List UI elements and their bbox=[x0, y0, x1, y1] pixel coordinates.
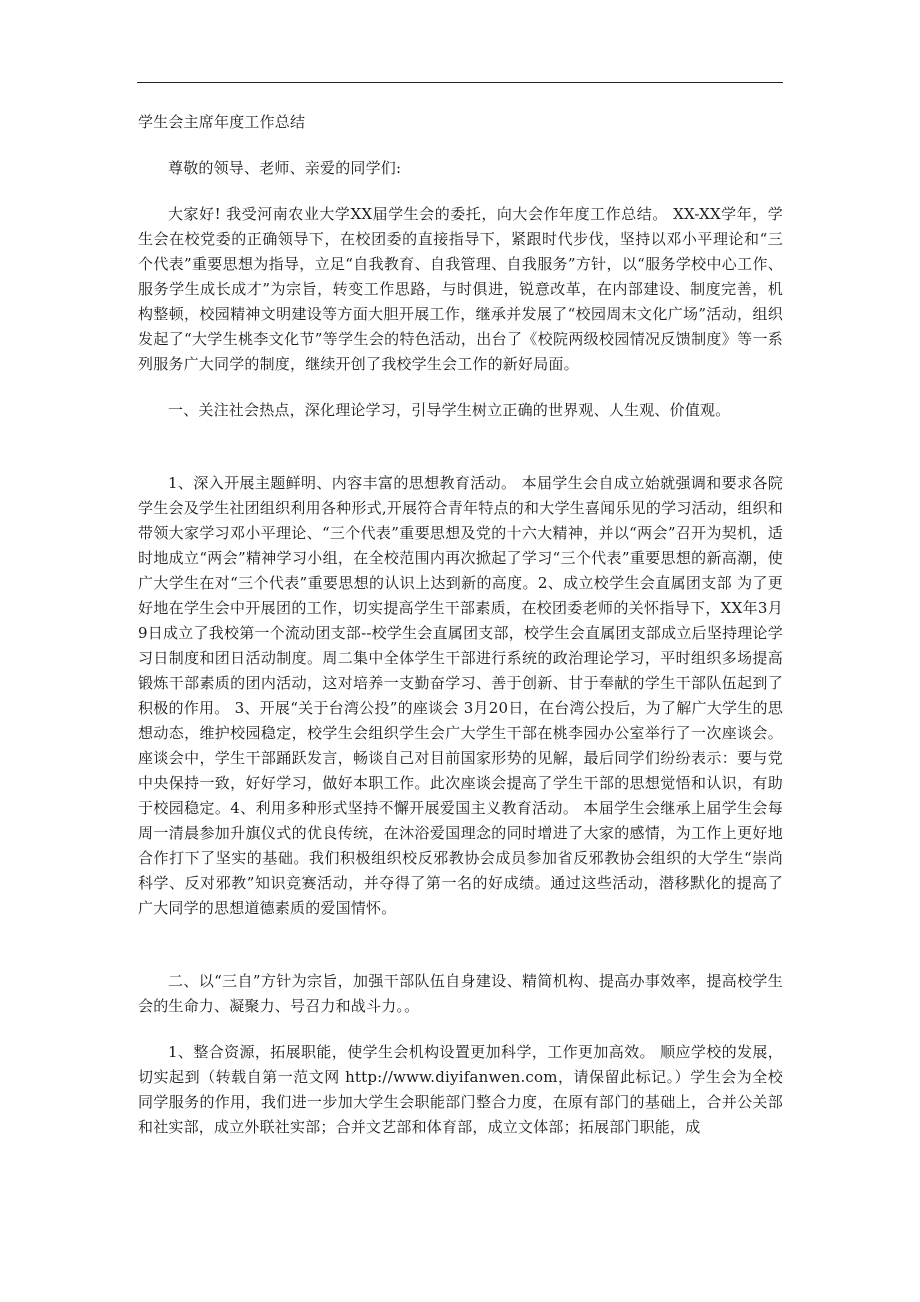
document-title: 学生会主席年度工作总结 bbox=[138, 113, 306, 131]
section2-body: 1、整合资源，拓展职能，使学生会机构设置更加科学，工作更加高效。 顺应学校的发展，切实起到（转载自第一范文网 http://www.diyifanwen.com，请保留此标记。）学生会为全校同学服务的作用，我们进一步加大学生会职能部门整合力度，在原有部门的基础上，合并公关部和社实部，成立外联社实部；合并文艺部和体育部，成立文体部；拓展部门职能，成 bbox=[138, 1043, 783, 1136]
document-body bbox=[138, 110, 783, 1140]
spacer bbox=[138, 1019, 783, 1040]
spacer bbox=[138, 423, 783, 471]
header-rule bbox=[137, 82, 783, 83]
section2-heading: 二、以“三自”方针为宗旨，加强干部队伍自身建设、精简机构、提高办事效率，提高校学生会的生命力、凝聚力、号召力和战斗力。。 bbox=[138, 972, 783, 1015]
salutation: 尊敬的领导、老师、亲爱的同学们: bbox=[168, 159, 402, 177]
spacer bbox=[138, 377, 783, 398]
spacer bbox=[138, 921, 783, 969]
section1-heading: 一、关注社会热点，深化理论学习，引导学生树立正确的世界观、人生观、价值观。 bbox=[168, 401, 731, 419]
section1-body: 1、深入开展主题鲜明、内容丰富的思想教育活动。 本届学生会自成立始就强调和要求各院学生会及学生社团组织利用各种形式,开展符合青年特点的和大学生喜闻乐见的学习活动，组织和带领大家学习邓小平理论、“三个代表”重要思想及党的十六大精神，并以“两会”召开为契机，适时地成立“两会”精神学习小组，在全校范围内再次掀起了学习“三个代表”重要思想的新高潮，使广大学生在对“三个代表”重要思想的认识上达到新的高度。2、成立校学生会直属团支部 为了更好地在学生会中开展团的工作，切实提高学生干部素质，在校团委老师的关怀指导下，XX年3月9日成立了我校第一个流动团支部--校学生会直属团支部，校学生会直属团支部成立后坚持理论学习日制度和团日活动制度。周二集中全体学生干部进行系统的政治理论学习，平时组织多场提高锻炼干部素质的团内活动，这对培养一支勤奋学习、善于创新、甘于奉献的学生干部队伍起到了积极的作用。 3、开展“关于台湾公投”的座谈会 3月20日，在台湾公投后，为了解广大学生的思想动态，维护校园稳定，校学生会组织学生会广大学生干部在桃李园办公室举行了一次座谈会。座谈会中，学生干部踊跃发言，畅谈自己对目前国家形势的见解，最后同学们纷纷表示：要与党中央保持一致，好好学习，做好本职工作。此次座谈会提高了学生干部的思想觉悟和认识，有助于校园稳定。4、利用多种形式坚持不懈开展爱国主义教育活动。 本届学生会继承上届学生会每周一清晨参加升旗仪式的优良传统，在沐浴爱国理念的同时增进了大家的感情，为工作上更好地合作打下了坚实的基础。我们积极组织校反邪教协会成员参加省反邪教协会组织的大学生“崇尚科学、反对邪教”知识竞赛活动，并夺得了第一名的好成绩。通过这些活动，潜移默化的提高了广大同学的思想道德素质的爱国情怀。 bbox=[138, 474, 783, 917]
spacer bbox=[138, 181, 783, 202]
intro-paragraph: 大家好! 我受河南农业大学XX届学生会的委托，向大会作年度工作总结。 XX-XX学年，学生会在校党委的正确领导下，在校团委的直接指导下，紧跟时代步伐，坚持以邓小平理论和“三个代表”重要思想为指导，立足“自我教育、自我管理、自我服务”方针，以“服务学校中心工作、服务学生成长成才”为宗旨，转变工作思路，与时俱进，锐意改革，在内部建设、制度完善，机构整顿，校园精神文明建设等方面大胆开展工作，继承并发展了“校园周末文化广场”活动，组织发起了“大学生桃李文化节”等学生会的特色活动，出台了《校院两级校园情况反馈制度》等一系列服务广大同学的制度，继续开创了我校学生会工作的新好局面。 bbox=[138, 205, 783, 373]
